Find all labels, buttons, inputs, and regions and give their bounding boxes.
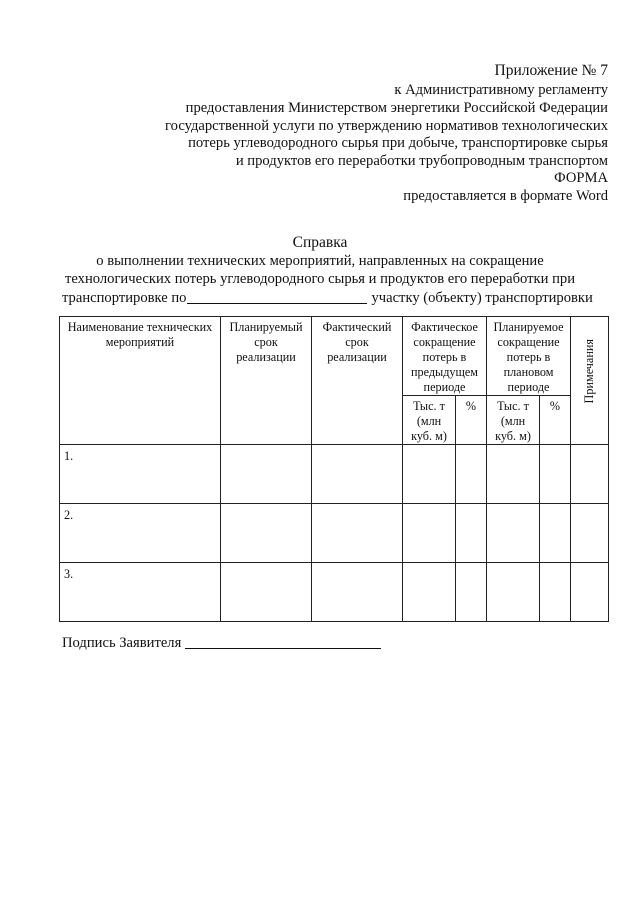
certificate-title: Справка	[292, 234, 348, 251]
header-actual-term	[312, 317, 403, 445]
applicant-signature	[62, 634, 381, 652]
header-measure-name: Наименование технических мероприятий	[60, 317, 221, 445]
subheader-actual-volume-text: Тыс. т (млн куб. м)	[411, 399, 447, 443]
format-note: предоставляется в формате Word	[403, 188, 608, 204]
table-cell[interactable]	[540, 445, 571, 504]
table-cell[interactable]	[456, 563, 487, 622]
table-cell[interactable]	[403, 504, 456, 563]
table-cell[interactable]	[540, 504, 571, 563]
header-planned-term	[221, 317, 312, 445]
table-cell[interactable]	[403, 445, 456, 504]
subheader-actual-volume	[403, 396, 456, 445]
header-actual-term-text: Фактический срок реализации	[322, 320, 392, 364]
table-cell[interactable]	[221, 563, 312, 622]
table-cell[interactable]	[456, 504, 487, 563]
subheader-planned-volume	[487, 396, 540, 445]
header-line-5: и продуктов его переработки трубопроводным транспортом	[235, 153, 608, 169]
certificate-subtitle-line-3	[62, 289, 593, 307]
table-cell[interactable]	[571, 445, 609, 504]
header-notes-text: Примечания	[582, 339, 596, 404]
table-cell[interactable]	[487, 563, 540, 622]
measures-table	[59, 316, 609, 622]
table-cell[interactable]	[571, 504, 609, 563]
transport-suffix: участку (объекту) транспортировки	[371, 290, 593, 306]
header-notes	[571, 317, 609, 445]
certificate-subtitle-line-1: о выполнении технических мероприятий, направленных на сокращение	[96, 253, 544, 269]
table-cell[interactable]	[487, 504, 540, 563]
subheader-planned-volume-text: Тыс. т (млн куб. м)	[495, 399, 531, 443]
table-row	[60, 504, 609, 563]
header-line-3: государственной услуги по утверждению нормативов технологических	[165, 118, 608, 134]
table-cell[interactable]	[221, 504, 312, 563]
row-number[interactable]: 3.	[60, 563, 221, 622]
header-planned-term-text: Планируемый срок реализации	[229, 320, 303, 364]
form-label: ФОРМА	[554, 170, 608, 186]
table-cell[interactable]	[312, 445, 403, 504]
header-line-4: потерь углеводородного сырья при добыче, транспортировке сырья	[188, 135, 608, 151]
table-row	[60, 563, 609, 622]
signature-label: Подпись Заявителя	[62, 635, 182, 651]
header-actual-reduction	[403, 317, 487, 396]
object-blank-field[interactable]	[187, 289, 367, 304]
subheader-planned-percent: %	[540, 396, 571, 445]
header-line-2: предоставления Министерством энергетики Российской Федерации	[185, 100, 608, 116]
header-actual-reduction-text: Фактическое сокращение потерь в предыдущем периоде	[410, 320, 479, 394]
header-planned-reduction-text: Планируемое сокращение потерь в плановом периоде	[493, 320, 564, 394]
table-cell[interactable]	[540, 563, 571, 622]
row-number[interactable]: 2.	[60, 504, 221, 563]
header-planned-reduction	[487, 317, 571, 396]
table-cell[interactable]	[571, 563, 609, 622]
certificate-subtitle-line-2: технологических потерь углеводородного сырья и продуктов его переработки при	[64, 271, 576, 287]
table-cell[interactable]	[312, 563, 403, 622]
subheader-actual-percent: %	[456, 396, 487, 445]
table-cell[interactable]	[487, 445, 540, 504]
table-cell[interactable]	[312, 504, 403, 563]
table-cell[interactable]	[456, 445, 487, 504]
header-line-1: к Административному регламенту	[394, 82, 608, 98]
table-row	[60, 445, 609, 504]
row-number[interactable]: 1.	[60, 445, 221, 504]
table-cell[interactable]	[221, 445, 312, 504]
annex-number: Приложение № 7	[494, 62, 608, 79]
transport-prefix: транспортировке по	[62, 290, 187, 306]
table-cell[interactable]	[403, 563, 456, 622]
signature-blank-field[interactable]	[185, 634, 381, 649]
